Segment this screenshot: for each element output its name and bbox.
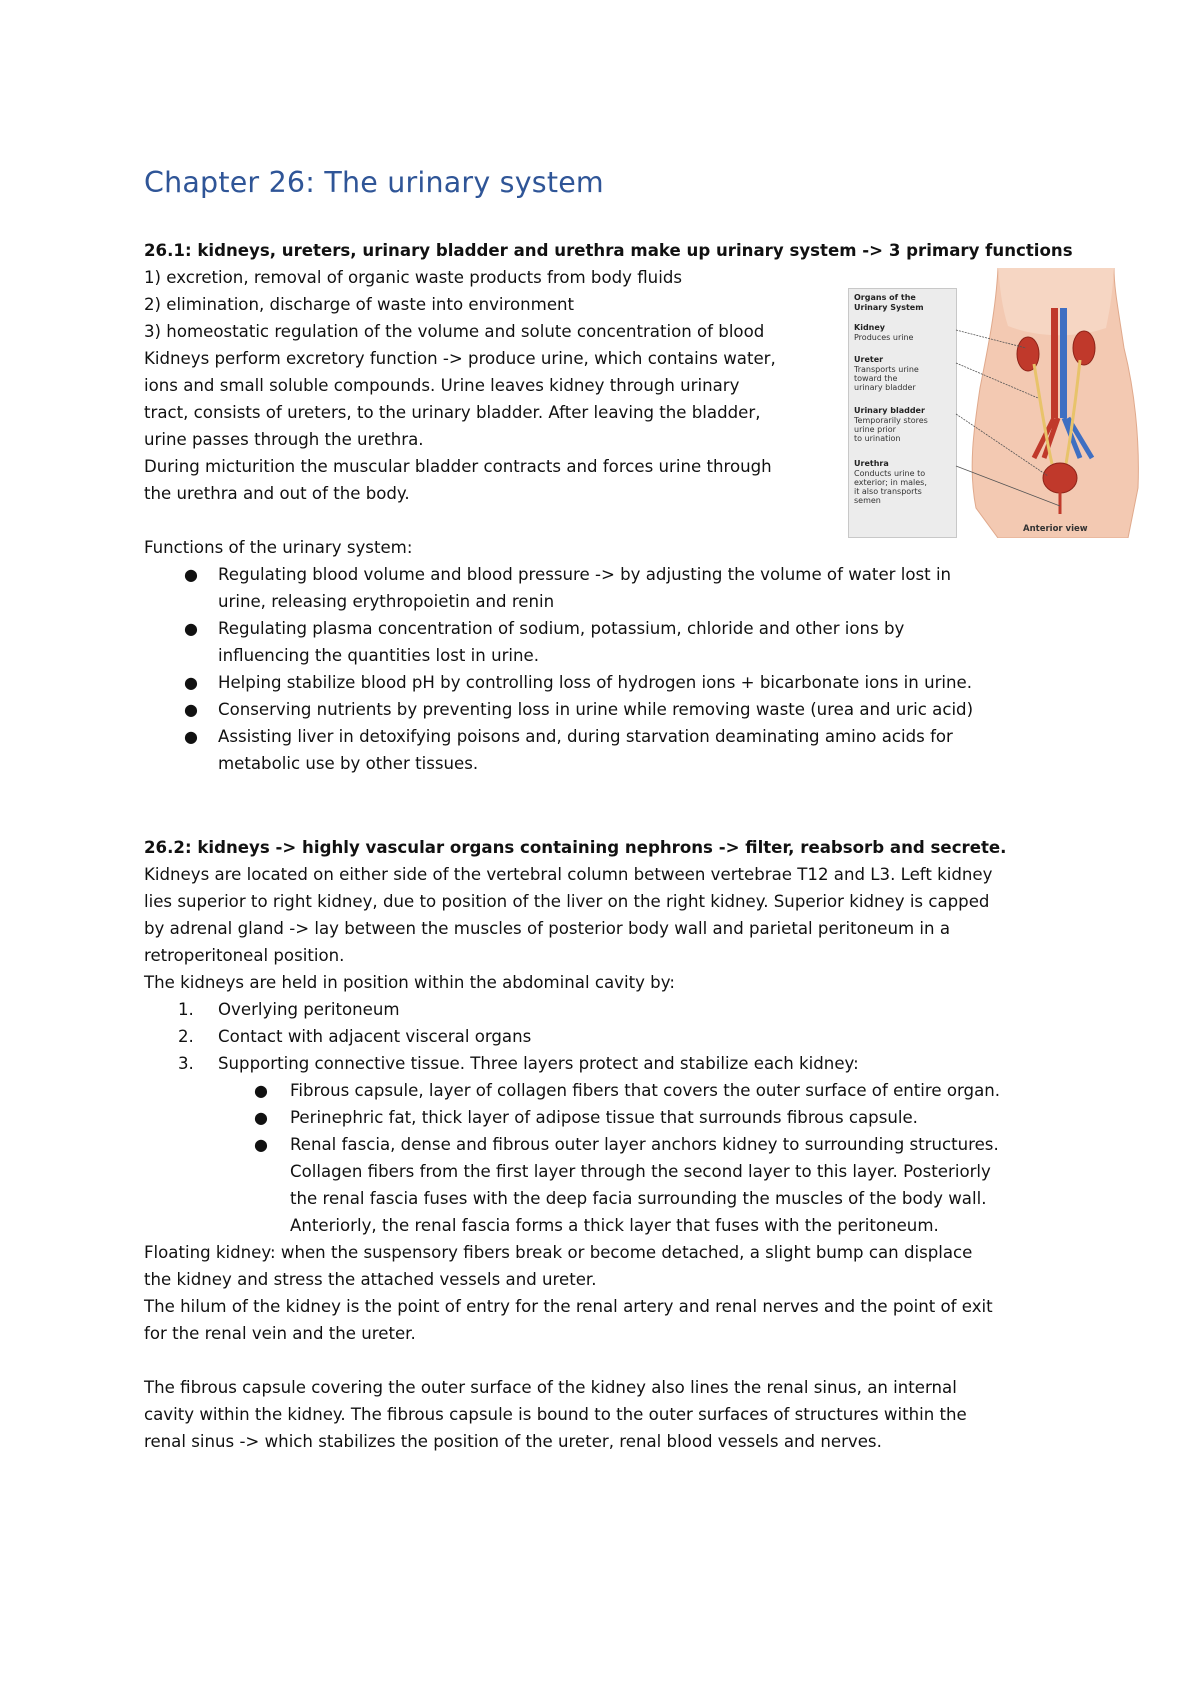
list-number: 3.	[178, 1054, 194, 1073]
bullet-icon: ●	[254, 1081, 268, 1100]
text-line: the kidney and stress the attached vessels and ureter.	[144, 1270, 597, 1289]
urinary-system-figure	[848, 268, 1140, 538]
figure-desc-ureter: urinary bladder	[854, 383, 916, 392]
sub-list-item-continued: Anteriorly, the renal fascia forms a thick layer that fuses with the peritoneum.	[290, 1216, 939, 1235]
bullet-icon: ●	[254, 1108, 268, 1127]
bullet-icon: ●	[184, 700, 198, 719]
section-26-1-heading: 26.1: kidneys, ureters, urinary bladder and urethra make up urinary system -> 3 primary functions	[144, 241, 1073, 260]
figure-desc-urethra: exterior; in males,	[854, 478, 927, 487]
figure-label-bladder: Urinary bladder	[854, 406, 925, 415]
list-number: 1.	[178, 1000, 194, 1019]
text-line: urine passes through the urethra.	[144, 430, 424, 449]
text-line: The kidneys are held in position within the abdominal cavity by:	[144, 973, 675, 992]
list-item: Regulating blood volume and blood pressure -> by adjusting the volume of water lost in	[218, 565, 952, 584]
figure-desc-urethra: semen	[854, 496, 881, 505]
text-line: retroperitoneal position.	[144, 946, 345, 965]
functions-heading: Functions of the urinary system:	[144, 538, 413, 557]
sub-list-item: Perinephric fat, thick layer of adipose tissue that surrounds fibrous capsule.	[290, 1108, 918, 1127]
figure-desc-bladder: urine prior	[854, 425, 896, 434]
list-item: Conserving nutrients by preventing loss in urine while removing waste (urea and uric acid)	[218, 700, 974, 719]
figure-desc-urethra: Conducts urine to	[854, 469, 926, 478]
bullet-icon: ●	[184, 619, 198, 638]
text-line: renal sinus -> which stabilizes the position of the ureter, renal blood vessels and nerves.	[144, 1432, 882, 1451]
text-line: The hilum of the kidney is the point of entry for the renal artery and renal nerves and the point of exit	[144, 1297, 993, 1316]
figure-desc-urethra: it also transports	[854, 487, 922, 496]
figure-label-urethra: Urethra	[854, 459, 889, 468]
list-item: Assisting liver in detoxifying poisons and, during starvation deaminating amino acids for	[218, 727, 953, 746]
bullet-icon: ●	[184, 673, 198, 692]
text-line: tract, consists of ureters, to the urinary bladder. After leaving the bladder,	[144, 403, 761, 422]
list-item: Regulating plasma concentration of sodium, potassium, chloride and other ions by	[218, 619, 905, 638]
bullet-icon: ●	[184, 727, 198, 746]
figure-desc-bladder: to urination	[854, 434, 901, 443]
sub-list-item-continued: Collagen fibers from the first layer through the second layer to this layer. Posteriorly	[290, 1162, 991, 1181]
list-item-continued: influencing the quantities lost in urine.	[218, 646, 540, 665]
chapter-title: Chapter 26: The urinary system	[144, 166, 604, 199]
figure-legend-title: Organs of the	[854, 293, 916, 302]
figure-desc-kidney: Produces urine	[854, 333, 914, 342]
text-line: The fibrous capsule covering the outer surface of the kidney also lines the renal sinus, an internal	[144, 1378, 957, 1397]
figure-desc-bladder: Temporarily stores	[854, 416, 928, 425]
bullet-icon: ●	[184, 565, 198, 584]
figure-label-ureter: Ureter	[854, 355, 884, 364]
text-line: for the renal vein and the ureter.	[144, 1324, 416, 1343]
text-line: ions and small soluble compounds. Urine leaves kidney through urinary	[144, 376, 740, 395]
text-line: 2) elimination, discharge of waste into environment	[144, 295, 575, 314]
bullet-icon: ●	[254, 1135, 268, 1154]
figure-caption: Anterior view	[1023, 524, 1088, 534]
list-item: Helping stabilize blood pH by controlling loss of hydrogen ions + bicarbonate ions in urine.	[218, 673, 973, 692]
figure-label-kidney: Kidney	[854, 323, 886, 332]
anatomy-illustration	[848, 268, 1140, 538]
text-line: Floating kidney: when the suspensory fibers break or become detached, a slight bump can displace	[144, 1243, 973, 1262]
sub-list-item-continued: the renal fascia fuses with the deep facia surrounding the muscles of the body wall.	[290, 1189, 987, 1208]
numbered-item: Contact with adjacent visceral organs	[218, 1027, 532, 1046]
numbered-item: Supporting connective tissue. Three layers protect and stabilize each kidney:	[218, 1054, 859, 1073]
text-line: 1) excretion, removal of organic waste products from body fluids	[144, 268, 682, 287]
text-line: 3) homeostatic regulation of the volume and solute concentration of blood	[144, 322, 765, 341]
text-line: Kidneys are located on either side of the vertebral column between vertebrae T12 and L3. Left kidney	[144, 865, 993, 884]
text-line: the urethra and out of the body.	[144, 484, 410, 503]
text-line: cavity within the kidney. The fibrous capsule is bound to the outer surfaces of structures within the	[144, 1405, 967, 1424]
sub-list-item: Fibrous capsule, layer of collagen fibers that covers the outer surface of entire organ.	[290, 1081, 1001, 1100]
list-number: 2.	[178, 1027, 194, 1046]
figure-desc-ureter: toward the	[854, 374, 898, 383]
text-line: Kidneys perform excretory function -> produce urine, which contains water,	[144, 349, 776, 368]
text-line: During micturition the muscular bladder contracts and forces urine through	[144, 457, 772, 476]
text-line: lies superior to right kidney, due to position of the liver on the right kidney. Superior kidney is capped	[144, 892, 990, 911]
list-item-continued: urine, releasing erythropoietin and renin	[218, 592, 555, 611]
figure-desc-ureter: Transports urine	[854, 365, 919, 374]
figure-legend-title: Urinary System	[854, 303, 924, 312]
sub-list-item: Renal fascia, dense and fibrous outer layer anchors kidney to surrounding structures.	[290, 1135, 999, 1154]
numbered-item: Overlying peritoneum	[218, 1000, 400, 1019]
section-26-2-heading: 26.2: kidneys -> highly vascular organs containing nephrons -> filter, reabsorb and secrete.	[144, 838, 1007, 857]
list-item-continued: metabolic use by other tissues.	[218, 754, 479, 773]
text-line: by adrenal gland -> lay between the muscles of posterior body wall and parietal peritoneum in a	[144, 919, 950, 938]
